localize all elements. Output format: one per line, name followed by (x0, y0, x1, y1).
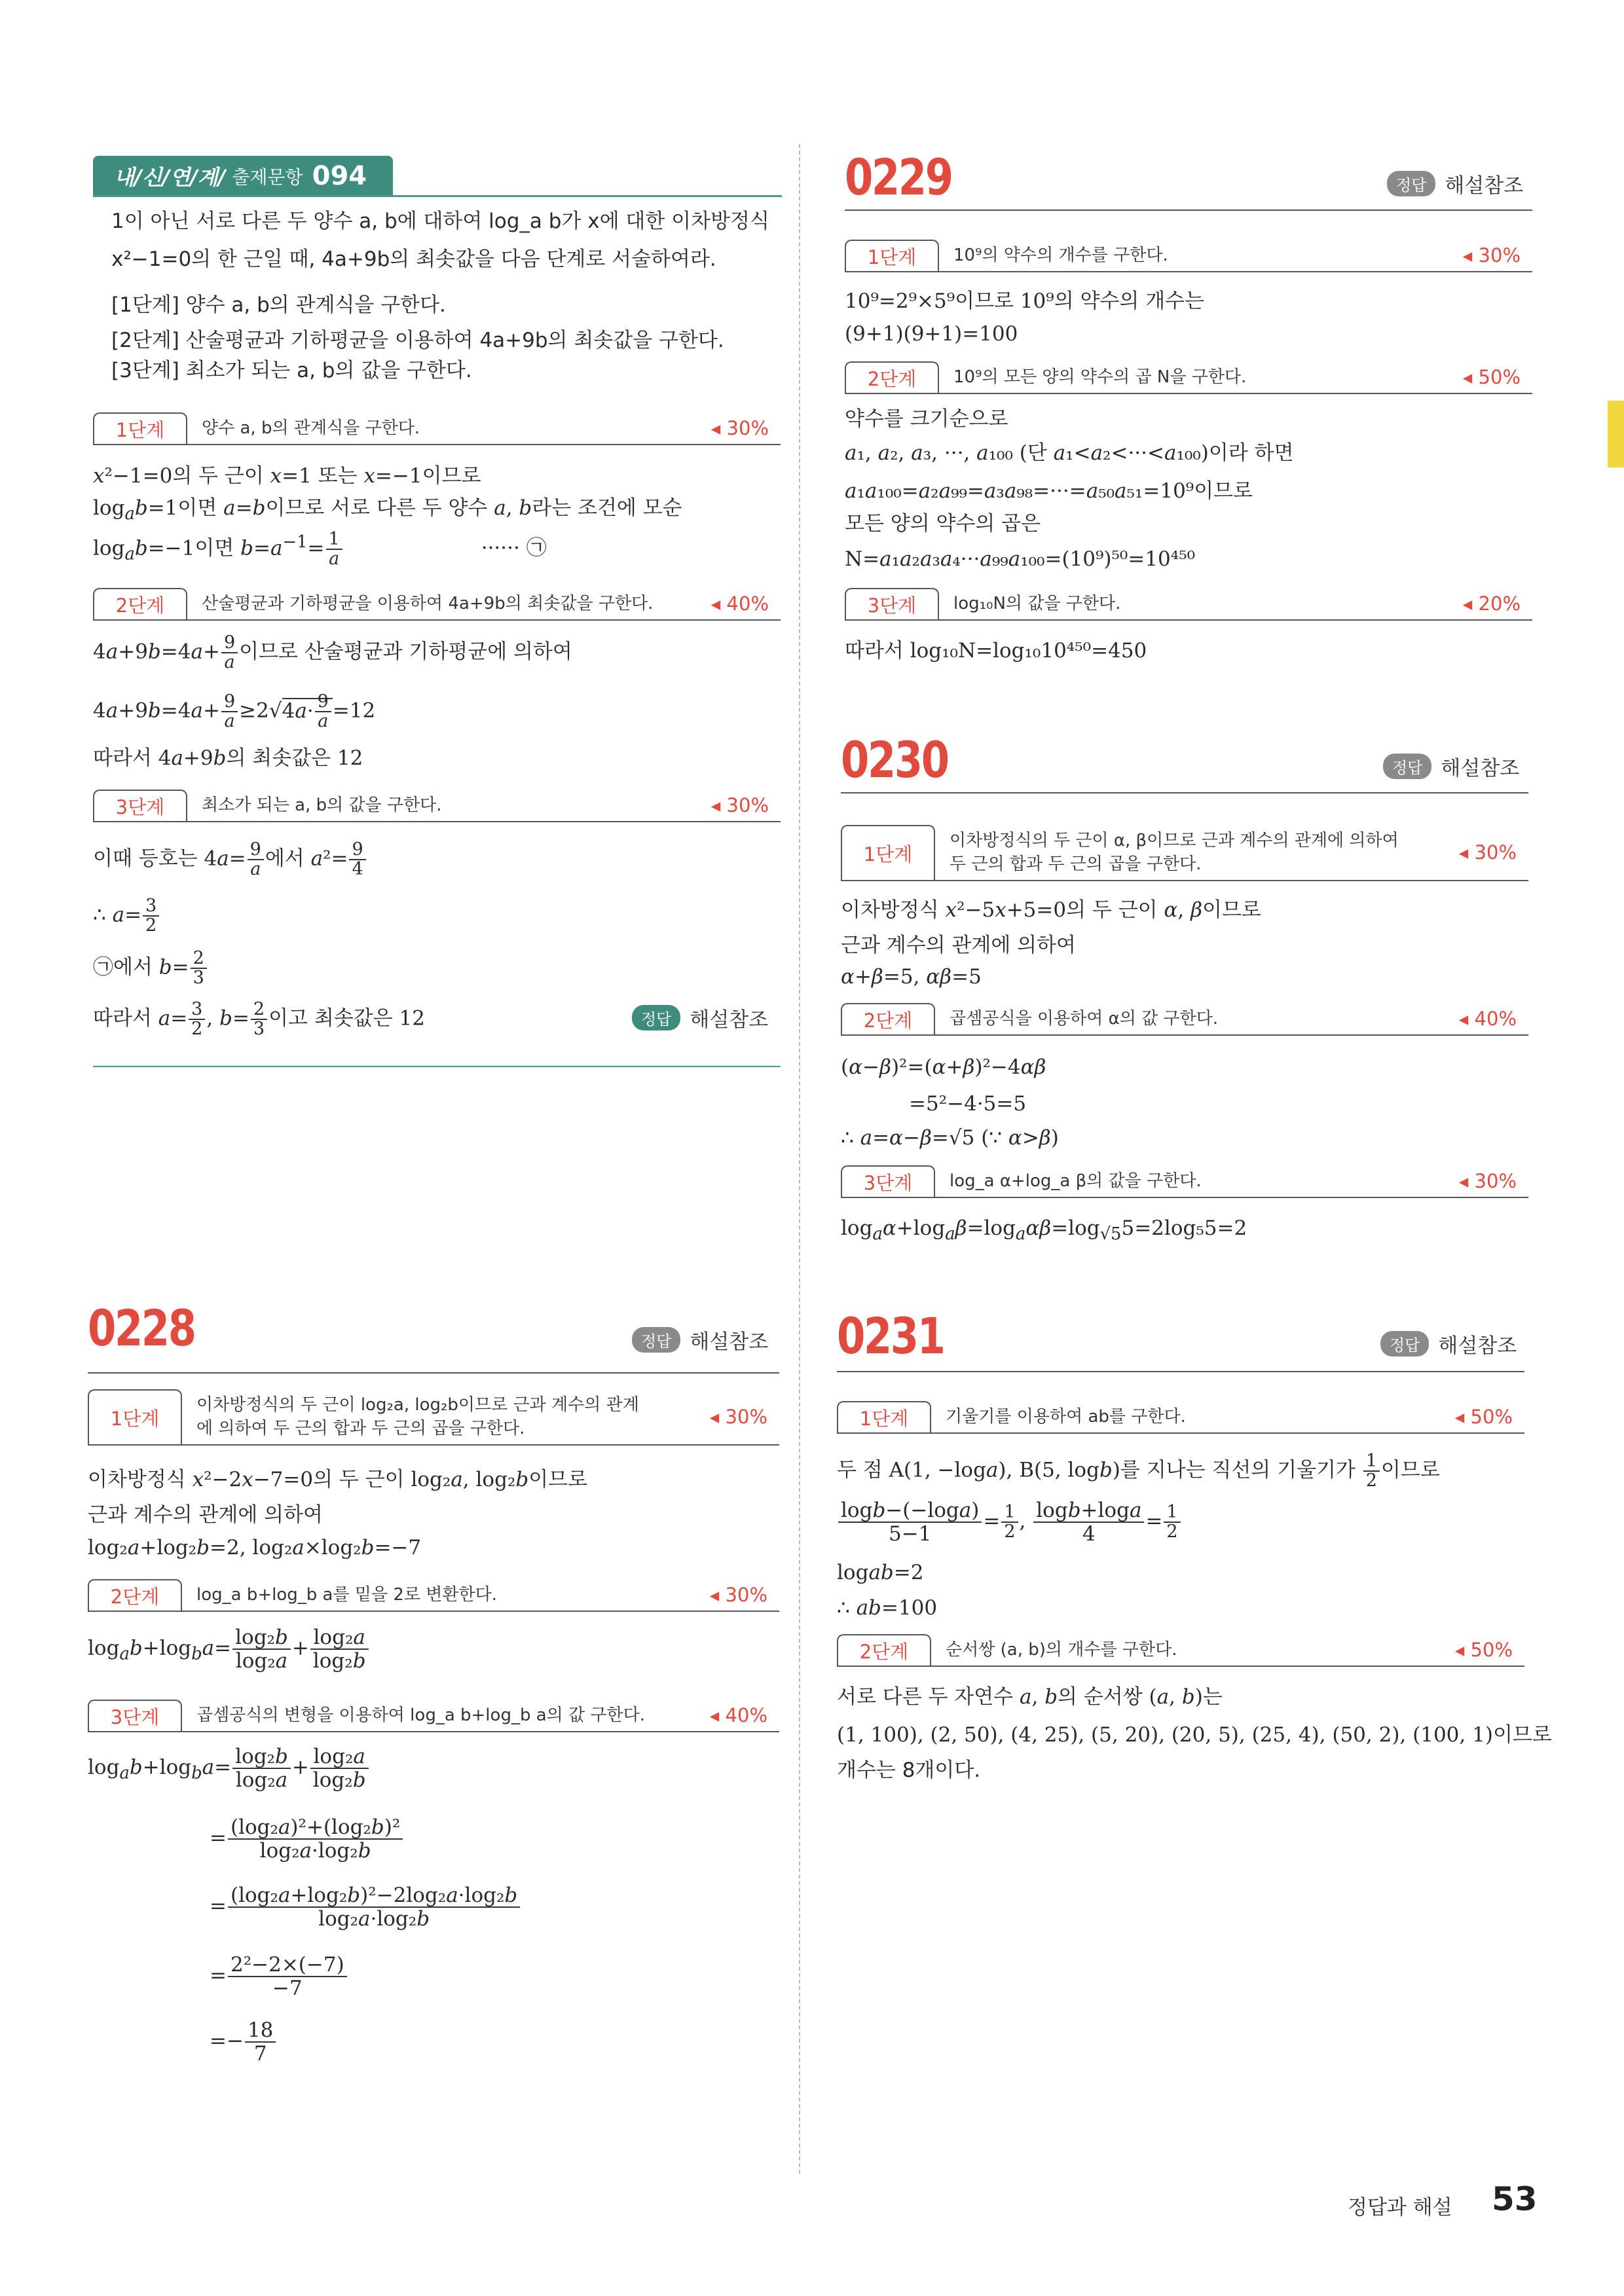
step-percent: ◂ 40% (709, 1704, 767, 1726)
problem-number-0229: 0229 (845, 148, 952, 206)
p0228-step-1 (88, 1389, 779, 1446)
solution-line: $\log_ab=1$이면 a=b이므로 서로 다른 두 양수 a, b라는 조건에 모순 (93, 496, 682, 524)
solution-line: 근과 계수의 관계에 의하여 (841, 934, 1076, 957)
badge-number: 094 (312, 161, 367, 191)
solution-line: = $\frac{\text{2²−2×(−7)}}{-7}$ (210, 1954, 348, 1999)
answer-badge-label: 정답 (632, 1005, 680, 1030)
step-desc-line: 이차방정식의 두 근이 log₂a, log₂b이므로 근과 계수의 관계 (196, 1395, 639, 1415)
step-desc: 산술평균과 기하평균을 이용하여 4a+9b의 최솟값을 구한다. (202, 594, 654, 613)
header-rule (845, 210, 1532, 211)
p0230-step-3 (841, 1165, 1528, 1198)
p0229-step-1 (845, 240, 1532, 272)
answer-badge (1380, 1329, 1517, 1358)
exam-badge (93, 156, 393, 196)
answer-badge-label: 정답 (1380, 1331, 1429, 1357)
answer-text: 해설참조 (1441, 757, 1520, 780)
step-label: 3단계 (845, 588, 939, 619)
step-label: 2단계 (841, 1003, 935, 1034)
step-desc: log_a α+log_a β의 값을 구한다. (950, 1171, 1202, 1191)
step-label: 2단계 (93, 588, 187, 619)
problem-number-0231: 0231 (837, 1307, 944, 1365)
solution-line: =− $\frac{18}{7}$ (210, 2019, 277, 2065)
p0229-step-2 (845, 361, 1532, 394)
solution-line: α+β=5, αβ=5 (841, 965, 982, 989)
answer-badge-label: 정답 (1383, 754, 1431, 779)
header-rule (88, 1372, 779, 1374)
answer-badge (632, 1325, 768, 1355)
answer-badge-label: 정답 (632, 1327, 680, 1353)
step-percent: ◂ 40% (710, 592, 769, 615)
solution-line: 모든 양의 약수의 곱은 (845, 512, 1041, 536)
solution-line: ∴ a=α−β=√5 (∵ α>β) (841, 1126, 1059, 1150)
step-percent: ◂ 50% (1454, 1406, 1513, 1428)
footer-section-label: 정답과 해설 (1348, 2196, 1452, 2219)
solution-line: a₁a₁₀₀=a₂a₉₉=a₃a₉₈=···=a₅₀a₅₁=10⁹이므로 (845, 479, 1253, 503)
step-label: 1단계 (841, 825, 935, 880)
chapter-tab (1608, 401, 1624, 467)
answer-badge (1383, 752, 1519, 781)
solution-line: 이차방정식 x²−2x−7=0의 두 근이 log₂a, log₂b이므로 (88, 1468, 588, 1491)
solution-line: x²−1=0의 두 근이 x=1 또는 x=−1이므로 (93, 464, 481, 488)
badge-prefix: 내/신/연/계/ (114, 165, 226, 190)
p0228-step-2 (88, 1579, 779, 1612)
badge-underline (93, 195, 782, 197)
step-label: 3단계 (88, 1700, 182, 1731)
step-percent: ◂ 30% (709, 1584, 767, 1606)
step-label: 1단계 (845, 240, 939, 271)
problem-line-2: x²−1=0의 한 근일 때, 4a+9b의 최솟값을 다음 단계로 서술하여라. (111, 247, 716, 271)
step-label: 1단계 (93, 412, 187, 444)
step-percent: ◂ 30% (710, 417, 769, 439)
solution-line: ∴ a= $\frac{3}{2}$ (93, 897, 160, 935)
stage-line-1: [1단계] 양수 a, b의 관계식을 구한다. (111, 293, 446, 317)
solution-line: = $\frac{\text{(log₂a)²+(log₂b)²}}{\text{log₂a·log₂b}}$ (210, 1816, 404, 1862)
step-percent: ◂ 50% (1454, 1639, 1513, 1661)
step-desc: 10⁹의 모든 양의 약수의 곱 N을 구한다. (953, 367, 1247, 387)
intro-step-1 (93, 412, 781, 445)
step-desc: 양수 a, b의 관계식을 구한다. (202, 418, 420, 438)
p0229-step-3 (845, 588, 1532, 621)
step-label: 1단계 (837, 1401, 931, 1432)
step-desc-line: 두 근의 합과 두 근의 곱을 구한다. (950, 854, 1202, 874)
problem-line-1: 1이 아닌 서로 다른 두 양수 a, b에 대하여 log_a b가 x에 대한 이차방정식 (111, 210, 769, 233)
step-desc-line: 에 의하여 두 근의 합과 두 근의 곱을 구한다. (196, 1419, 525, 1438)
page-number: 53 (1492, 2180, 1538, 2218)
answer-text: 해설참조 (1438, 1334, 1517, 1358)
solution-line: 두 점 A(1, −loga), B(5, logb)를 지나는 직선의 기울기가 $\frac{1}{2}$ 이므로 (837, 1451, 1440, 1491)
solution-line: 이때 등호는 4a= $\frac{9}{a}$ 에서 a²= $\frac{9}{4}$ (93, 841, 367, 879)
solution-line: ∴ ab=100 (837, 1596, 938, 1620)
problem-number-0228: 0228 (88, 1299, 195, 1357)
stage-line-3: [3단계] 최소가 되는 a, b의 값을 구한다. (111, 359, 472, 382)
intro-end-rule (93, 1066, 781, 1067)
solution-line: 이차방정식 x²−5x+5=0의 두 근이 α, β이므로 (841, 898, 1261, 922)
answer-badge (1387, 169, 1523, 198)
step-percent: ◂ 30% (709, 1406, 767, 1428)
step-label: 1단계 (88, 1389, 182, 1444)
solution-line: 따라서 log₁₀N=log₁₀10⁴⁵⁰=450 (845, 639, 1147, 663)
step-desc: log_a b+log_b a를 밑을 2로 변환한다. (196, 1585, 497, 1605)
p0230-step-2 (841, 1003, 1528, 1036)
solution-line: 약수를 크기순으로 (845, 407, 1008, 431)
badge-label: 출제문항 (232, 166, 303, 188)
step-desc (182, 1393, 710, 1440)
answer-badge-label: 정답 (1387, 171, 1435, 196)
step-percent: ◂ 50% (1462, 366, 1521, 388)
step-percent: ◂ 30% (710, 794, 769, 816)
solution-line: $\log_ab+\log_ba=$ $\frac{\text{log₂b}}{\text{log₂a}}$ + $\frac{\text{log₂a}}{\text{log₂b}}$ (88, 1745, 370, 1791)
solution-line: 서로 다른 두 자연수 a, b의 순서쌍 (a, b)는 (837, 1685, 1223, 1709)
step-percent: ◂ 30% (1462, 244, 1521, 266)
step-desc: 곱셈공식을 이용하여 α의 값 구한다. (950, 1009, 1219, 1029)
step-desc: 10⁹의 약수의 개수를 구한다. (953, 246, 1168, 265)
solution-line: (1, 100), (2, 50), (4, 25), (5, 20), (20, 5), (25, 4), (50, 2), (100, 1)이므로 (837, 1723, 1552, 1747)
p0231-step-1 (837, 1401, 1524, 1434)
step-desc: 곱셈공식의 변형을 이용하여 log_a b+log_b a의 값 구한다. (196, 1705, 646, 1725)
step-label: 3단계 (93, 790, 187, 821)
step-desc (935, 829, 1459, 876)
solution-line: ㉠에서 b= $\frac{2}{3}$ (93, 949, 208, 987)
solution-line: =5²−4·5=5 (909, 1092, 1027, 1116)
solution-line: $\frac{\log b-(-\log a)}{5-1}$ = $\frac{1}{2}$ , $\frac{\log b+\log a}{4}$ = $\frac{1}{2}$ (837, 1499, 1182, 1545)
problem-number-0230: 0230 (841, 731, 948, 789)
p0231-step-2 (837, 1634, 1524, 1667)
solution-line: N=a₁a₂a₃a₄···a₉₉a₁₀₀=(10⁹)⁵⁰=10⁴⁵⁰ (845, 547, 1196, 571)
step-percent: ◂ 30% (1458, 1170, 1517, 1192)
step-desc: 순서쌍 (a, b)의 개수를 구한다. (946, 1640, 1177, 1660)
solution-line: 근과 계수의 관계에 의하여 (88, 1503, 323, 1527)
step-desc: log₁₀N의 값을 구한다. (953, 594, 1121, 613)
step-desc: 최소가 되는 a, b의 값을 구한다. (202, 795, 442, 815)
step-label: 2단계 (837, 1634, 931, 1666)
header-rule (841, 792, 1528, 793)
intro-step-3 (93, 790, 781, 822)
answer-text: 해설참조 (690, 1008, 769, 1032)
stage-line-2: [2단계] 산술평균과 기하평균을 이용하여 4a+9b의 최솟값을 구한다. (111, 329, 724, 352)
answer-text: 해설참조 (690, 1330, 769, 1354)
step-label: 2단계 (88, 1579, 182, 1611)
solution-line: 개수는 8개이다. (837, 1758, 981, 1782)
solution-line: 따라서 4a+9b의 최솟값은 12 (93, 746, 363, 770)
solution-line: log₂a+log₂b=2, log₂a×log₂b=−7 (88, 1536, 422, 1559)
step-desc-line: 이차방정식의 두 근이 α, β이므로 근과 계수의 관계에 의하여 (950, 831, 1399, 850)
solution-line: $\log_ab+\log_ba=$ $\frac{\text{log₂b}}{\text{log₂a}}$ + $\frac{\text{log₂a}}{\text{log₂b}}$ (88, 1626, 370, 1672)
solution-line: a₁, a₂, a₃, ···, a₁₀₀ (단 a₁<a₂<···<a₁₀₀)이라 하면 (845, 441, 1294, 465)
solution-line: 10⁹=2⁹×5⁹이므로 10⁹의 약수의 개수는 (845, 289, 1205, 313)
step-label: 2단계 (845, 361, 939, 393)
intro-step-2 (93, 588, 781, 621)
solution-line: logab=2 (837, 1561, 924, 1584)
answer-text: 해설참조 (1445, 174, 1524, 198)
p0230-step-1 (841, 825, 1528, 881)
step-desc: 기울기를 이용하여 ab를 구한다. (946, 1407, 1186, 1427)
solution-line: = $\frac{\text{(log₂a+log₂b)²−2log₂a·log₂b}}{\text{log₂a·log₂b}}$ (210, 1884, 521, 1930)
step-percent: ◂ 30% (1458, 841, 1517, 864)
step-percent: ◂ 40% (1458, 1008, 1517, 1030)
header-rule (837, 1371, 1524, 1372)
step-percent: ◂ 20% (1462, 592, 1521, 615)
solution-line: 4a+9b=4a+ $\frac{9}{a}$ ≥2√4a· $\frac{9}{a}$ =12 (93, 691, 376, 731)
solution-line: (9+1)(9+1)=100 (845, 322, 1018, 346)
column-divider (799, 144, 800, 2174)
solution-line: $\log_ab=-1$이면 $b=a^{-1}=$ $\frac{1}{a}$ ······ ㉠ (93, 528, 547, 569)
solution-line: $\log_a\alpha+\log_a\beta=\log_a\alpha\beta=\log_{√5}5=2\log_55=2$ (841, 1216, 1247, 1245)
solution-line: 따라서 a= $\frac{3}{2}$ , b= $\frac{2}{3}$ 이고 최솟값은 12 (93, 999, 425, 1039)
solution-line: (α−β)²=(α+β)²−4αβ (841, 1055, 1046, 1079)
answer-badge (632, 1003, 768, 1032)
step-label: 3단계 (841, 1165, 935, 1197)
solution-line: 4a+9b=4a+ $\frac{9}{a}$ 이므로 산술평균과 기하평균에 의하여 (93, 632, 572, 672)
p0228-step-3 (88, 1700, 779, 1732)
